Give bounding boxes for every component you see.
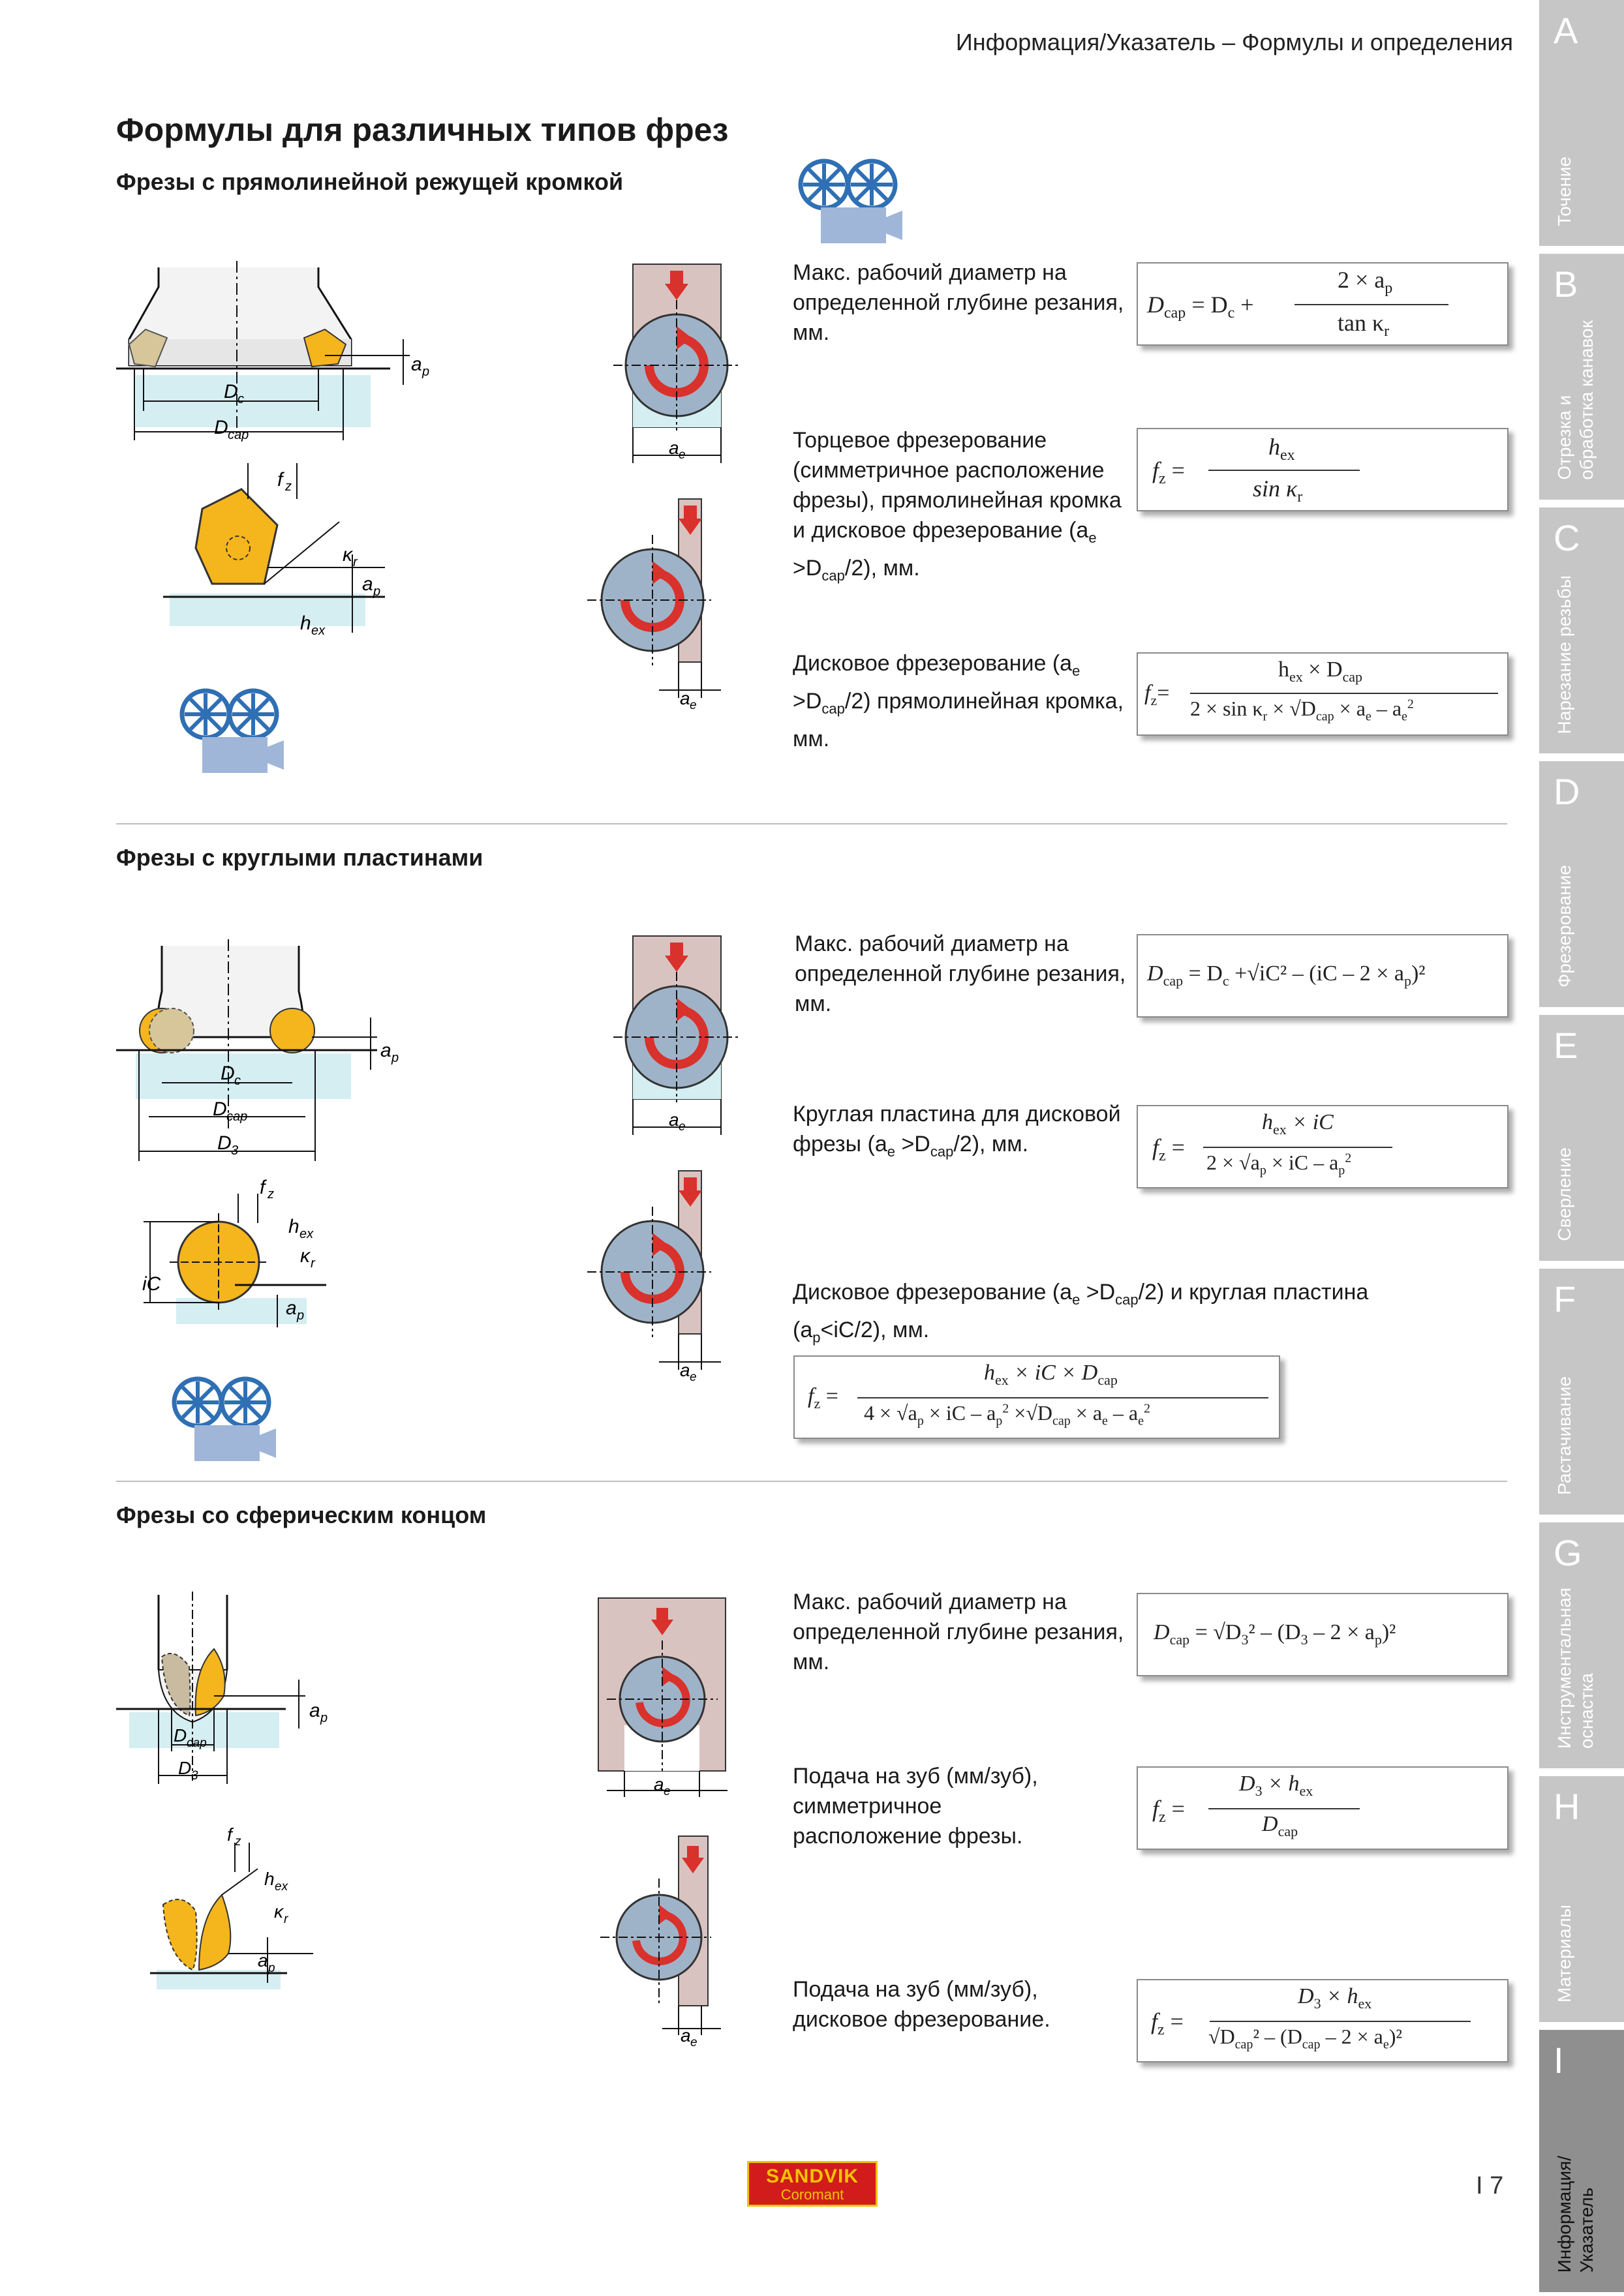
svg-text:r: r	[311, 1256, 315, 1271]
svg-text:ex: ex	[299, 1227, 314, 1241]
ap-label: a	[411, 354, 422, 375]
tab-i[interactable]: I Информация/ Указатель	[1539, 2030, 1624, 2296]
svg-text:cap: cap	[187, 1736, 207, 1750]
round-insert-cutter-diagram	[116, 939, 423, 1168]
svg-text:e: e	[690, 699, 697, 712]
insert-geometry-diagram	[150, 463, 411, 638]
formula-fz-round-side-small-ap: $f_z$ = $h_{ex}$ × iC × $D_{cap}$ $4 \times √a_p$ × iC – $a_p^2 \times√D_{cap} \times a_e - a_e^2$	[793, 1355, 1280, 1439]
desc-max-diameter-ball: Макс. рабочий диаметр на определенной глубине резания, мм.	[793, 1590, 1124, 1674]
section-title-round-inserts: Фрезы с круглыми пластинами	[116, 844, 483, 871]
page-number: I 7	[1476, 2172, 1504, 2199]
svg-text:e: e	[690, 1370, 697, 1384]
formula-dcap-straight: $D_{cap} = D_c$ + $2 \times a_p$ $\tan \kappa_r$	[1137, 262, 1509, 346]
page-title: Формулы для различных типов фрез	[116, 112, 729, 148]
svg-text:cap: cap	[226, 1110, 248, 1124]
section-title-straight-edge: Фрезы с прямолинейной режущей кромкой	[116, 168, 624, 195]
tab-b[interactable]: B Отрезка и обработка канавок	[1539, 254, 1624, 504]
tab-f[interactable]: F Растачивание	[1539, 1269, 1624, 1518]
tab-d[interactable]: D Фрезерование	[1539, 761, 1624, 1011]
ball-nose-cutter-diagram	[116, 1592, 351, 1794]
svg-text:e: e	[664, 1785, 671, 1798]
svg-text:a: a	[380, 1040, 391, 1061]
video-camera-icon[interactable]	[168, 1373, 279, 1464]
formula-dcap-round: $D_{cap} = D_c +√iC^2 - (iC - 2 \times a_p)^2$	[1137, 934, 1509, 1018]
svg-text:z: z	[285, 479, 292, 494]
svg-text:f: f	[227, 1824, 232, 1845]
svg-text:D: D	[221, 1063, 235, 1084]
svg-text:p: p	[268, 1961, 275, 1975]
svg-text:h: h	[288, 1216, 299, 1237]
kr-label: κ	[343, 544, 352, 566]
tab-h[interactable]: H Материалы	[1539, 1776, 1624, 2026]
ball-nose-symmetric-engagement-diagram	[594, 1595, 744, 1810]
svg-text:a: a	[258, 1950, 268, 1971]
ball-nose-insert-geometry-diagram	[144, 1826, 352, 1996]
svg-text:p: p	[373, 584, 381, 599]
svg-text:a: a	[362, 573, 373, 595]
svg-text:e: e	[690, 2036, 697, 2049]
desc-round-side: Круглая пластина для дисковой фрезы $(a_e >D_{cap}/2)$, мм.	[793, 1102, 1121, 1160]
formula-fz-face: $f_z$ = $h_{ex}$ $\sin \kappa_r$	[1137, 428, 1509, 511]
desc-max-diameter-round: Макс. рабочий диаметр на определенной глубине резания, мм.	[795, 931, 1126, 1016]
running-head: Информация/Указатель – Формулы и определения	[955, 29, 1513, 55]
section-index-sidebar	[1539, 0, 1624, 2296]
formula-fz-side-straight: $f_z=$ $h_{ex} \times D_{cap}$ $2 \times \sin \kappa_r \times √D_{cap} \times a_e - a_e^2$	[1137, 652, 1509, 736]
round-insert-geometry-diagram	[137, 1177, 346, 1331]
svg-text:r: r	[284, 1912, 288, 1926]
ae-label: a	[669, 438, 679, 458]
desc-round-side-small-ap: Дисковое фрезерование $(a_e >D_{cap}/2)$ и круглая пластина $(a_p<iC/2)$, мм.	[793, 1280, 1369, 1346]
svg-text:D: D	[178, 1758, 192, 1778]
svg-text:r: r	[353, 555, 358, 569]
desc-face-milling: Торцевое фрезерование (симметричное расположение фрезы), прямолинейная кромка и дисковое фрезерование $(a_e >D_{cap}/2)$, мм.	[793, 428, 1122, 584]
svg-text:a: a	[680, 1360, 690, 1380]
svg-text:a: a	[309, 1700, 320, 1721]
svg-text:ex: ex	[311, 624, 326, 638]
desc-feed-symmetric: Подача на зуб (мм/зуб), симметричное расположение фрезы.	[793, 1764, 1038, 1849]
svg-text:e: e	[679, 1120, 686, 1134]
side-engagement-diagram	[587, 496, 744, 711]
svg-text:3: 3	[231, 1143, 239, 1158]
svg-text:a: a	[680, 688, 690, 708]
svg-text:p: p	[391, 1051, 399, 1065]
svg-text:ex: ex	[275, 1880, 288, 1894]
formula-fz-ball-symmetric: $f_z$ = $D_3 \times h_{ex}$ $D_{cap}$	[1137, 1766, 1509, 1850]
svg-text:c: c	[237, 392, 244, 406]
tab-g[interactable]: G Инструментальная оснастка	[1539, 1522, 1624, 1772]
ball-nose-side-engagement-diagram	[594, 1833, 744, 2048]
svg-text:p: p	[297, 1308, 305, 1323]
formula-dcap-ball: $D_{cap} = √D_3^2 - (D_3 - 2 \times a_p)^2$	[1137, 1593, 1509, 1676]
d3-label: D	[217, 1132, 232, 1154]
svg-text:κ: κ	[274, 1901, 283, 1922]
svg-text:3: 3	[191, 1769, 198, 1783]
formula-fz-ball-side: $f_z$ = $D_3 \times h_{ex}$ $√D_{cap}^2 - (D_{cap} - 2 \times a_e)^2$	[1137, 1979, 1509, 2062]
tab-c[interactable]: C Нарезание резьбы	[1539, 507, 1624, 757]
video-camera-icon[interactable]	[795, 155, 906, 247]
tab-a[interactable]: A Точение	[1539, 0, 1624, 250]
symmetric-engagement-diagram	[613, 261, 744, 476]
video-camera-icon[interactable]	[176, 685, 287, 776]
svg-text:z: z	[268, 1187, 274, 1201]
fz-label: f	[277, 469, 283, 491]
ic-label: iC	[142, 1273, 161, 1295]
svg-text:a: a	[286, 1297, 297, 1319]
svg-text:p: p	[422, 365, 430, 379]
hex-label: h	[300, 612, 311, 634]
svg-text:z: z	[235, 1835, 241, 1849]
desc-max-diameter: Макс. рабочий диаметр на определенной глубине резания, мм.	[793, 260, 1124, 345]
section-divider	[116, 1481, 1507, 1482]
dcap-label: D	[214, 417, 228, 438]
svg-text:e: e	[679, 448, 686, 462]
desc-feed-side: Подача на зуб (мм/зуб), дисковое фрезерование.	[793, 1977, 1050, 2032]
section-divider	[116, 823, 1507, 824]
svg-text:a: a	[669, 1110, 679, 1130]
formula-fz-round-side: $f_z$ = $h_{ex}$ × iC $2 \times √a_p$ × iC – $a_p^2$	[1137, 1105, 1509, 1188]
svg-text:a: a	[681, 2025, 691, 2046]
symmetric-engagement-diagram	[613, 933, 744, 1148]
svg-text:D: D	[213, 1098, 227, 1120]
svg-text:p: p	[320, 1711, 328, 1725]
svg-text:a: a	[654, 1774, 664, 1794]
tab-e[interactable]: E Сверление	[1539, 1015, 1624, 1265]
section-title-ball-nose: Фрезы со сферическим концом	[116, 1502, 487, 1528]
svg-text:cap: cap	[228, 428, 249, 442]
desc-side-milling-straight: Дисковое фрезерование $(a_e >D_{cap}/2)$ прямолинейная кромка, мм.	[793, 651, 1124, 751]
straight-edge-cutter-diagram	[116, 261, 430, 457]
dc-label: D	[224, 381, 238, 402]
sandvik-logo: SANDVIK Coromant	[747, 2161, 878, 2207]
svg-text:D: D	[174, 1725, 187, 1745]
side-engagement-diagram	[587, 1168, 744, 1383]
svg-text:f: f	[260, 1177, 266, 1198]
svg-text:κ: κ	[300, 1245, 310, 1267]
svg-text:c: c	[234, 1074, 241, 1088]
svg-text:h: h	[264, 1869, 275, 1889]
